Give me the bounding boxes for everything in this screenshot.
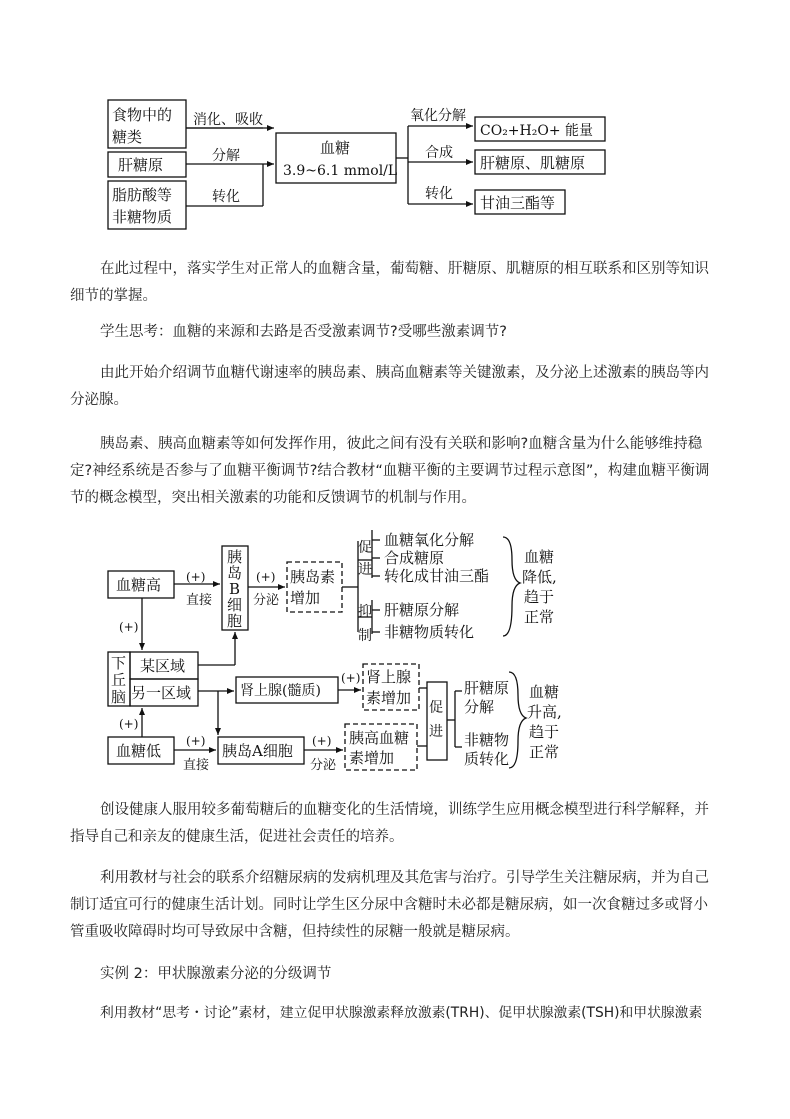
- label-plus-1: (+): [186, 570, 206, 584]
- beta-cell-5: 胞: [227, 612, 243, 630]
- up-item-1b: 分解: [464, 698, 495, 716]
- beta-cell-3: B: [229, 580, 241, 598]
- arrow-label-digest: 消化、吸收: [193, 112, 263, 128]
- result-down-2: 降低,: [522, 568, 557, 586]
- inhibit-1: 抑: [358, 604, 372, 620]
- box-promote-2: [427, 682, 447, 760]
- label-region-a: 某区域: [140, 657, 186, 675]
- arrow-label-decompose: 分解: [212, 148, 240, 164]
- paragraph-3: 由此开始介绍调节血糖代谢速率的胰岛素、胰高血糖素等关键激素，及分泌上述激素的胰岛等内分泌腺。: [70, 365, 709, 408]
- label-plus-2: (+): [256, 570, 276, 584]
- inhibit-item-1: 肝糖原分解: [384, 601, 460, 619]
- glucagon-inc-2: 素增加: [349, 749, 395, 767]
- example-heading: 实例 2：甲状腺激素分泌的分级调节: [100, 966, 332, 982]
- insulin-inc-1: 胰岛素: [290, 568, 336, 586]
- label-plus-4: (+): [341, 671, 361, 685]
- inhibit-2: 制: [358, 628, 372, 644]
- label-plus-3: (+): [119, 620, 139, 634]
- paragraph-6: 利用教材与社会的联系介绍糖尿病的发病机理及其危害与治疗。引导学生关注糖尿病，并为自己制订适宜可行的健康生活计划。同时让学生区分尿中含糖时未必都是糖尿病，如一次食糖过多或肾小管重吸收障碍时均可导致尿中含糖，但持续性的尿糖一般就是糖尿病。: [70, 870, 709, 940]
- insulin-inc-2: 增加: [290, 589, 321, 607]
- result-down-1: 血糖: [524, 548, 555, 566]
- label-adrenal: 肾上腺(髓质): [240, 683, 321, 699]
- beta-cell-1: 胰: [227, 548, 243, 566]
- source-food-line1: 食物中的: [112, 106, 173, 124]
- promote-1: 促: [358, 540, 372, 556]
- sink-triglyceride-label: 甘油三酯等: [480, 194, 556, 212]
- source-fat-line1: 脂肪酸等: [112, 186, 173, 204]
- beta-cell-2: 岛: [227, 564, 243, 582]
- center-range: 3.9~6.1 mmol/L: [283, 163, 398, 179]
- adrenal-inc-2: 素增加: [366, 689, 412, 707]
- promote2-2: 进: [429, 724, 443, 740]
- paragraph-2: 学生思考：血糖的来源和去路是否受激素调节?受哪些激素调节?: [100, 324, 507, 340]
- up-item-2a: 非糖物: [464, 731, 510, 749]
- paragraph-5: 创设健康人服用较多葡萄糖后的血糖变化的生活情境，训练学生应用概念模型进行科学解释，并指导自己和亲友的健康生活，促进社会责任的培养。: [70, 802, 709, 845]
- up-item-2b: 质转化: [464, 750, 510, 768]
- sink-arrow-convert: 转化: [425, 186, 453, 202]
- source-fat-line2: 非糖物质: [112, 208, 173, 226]
- label-alpha-cell: 胰岛A细胞: [222, 742, 293, 760]
- hypothalamus-1: 下: [111, 654, 127, 672]
- label-secrete-1: 分泌: [253, 593, 280, 608]
- label-region-b: 另一区域: [131, 684, 192, 702]
- result-up-1: 血糖: [529, 683, 560, 701]
- up-item-1a: 肝糖原: [464, 679, 510, 697]
- sink-arrow-oxidize: 氧化分解: [410, 108, 466, 124]
- promote2-1: 促: [429, 700, 443, 716]
- result-down-3: 趋于: [524, 588, 555, 606]
- result-up-2: 升高,: [527, 703, 562, 721]
- result-up-4: 正常: [529, 743, 560, 761]
- beta-cell-4: 细: [227, 596, 243, 614]
- label-direct-2: 直接: [183, 758, 210, 773]
- paragraph-1: 在此过程中，落实学生对正常人的血糖含量，葡萄糖、肝糖原、肌糖原的相互联系和区别等知识细节的掌握。: [70, 261, 709, 304]
- label-plus-5: (+): [119, 717, 139, 731]
- source-liver-label: 肝糖原: [118, 156, 164, 174]
- label-plus-7: (+): [312, 734, 332, 748]
- adrenal-inc-1: 肾上腺: [366, 668, 412, 686]
- promote-item-3: 转化成甘油三酯: [384, 567, 490, 585]
- hypothalamus-3: 脑: [111, 688, 127, 706]
- sink-glycogen-label: 肝糖原、肌糖原: [480, 154, 586, 172]
- result-down-4: 正常: [524, 608, 555, 626]
- label-plus-6: (+): [186, 734, 206, 748]
- paragraph-7: 利用教材“思考・讨论”素材，建立促甲状腺激素释放激素(TRH)、促甲状腺激素(TSH)和甲状腺激素: [100, 1005, 703, 1021]
- label-glucose-low: 血糖低: [116, 742, 162, 760]
- result-up-3: 趋于: [529, 723, 560, 741]
- glucagon-inc-1: 胰高血糖: [349, 729, 410, 747]
- center-title: 血糖: [320, 139, 351, 157]
- promote-item-1: 血糖氧化分解: [384, 531, 475, 549]
- promote-item-2: 合成糖原: [384, 549, 445, 567]
- label-secrete-2: 分泌: [310, 758, 337, 773]
- label-direct-1: 直接: [186, 593, 213, 608]
- promote-2: 进: [358, 562, 372, 578]
- arrow-label-convert: 转化: [212, 189, 240, 205]
- paragraph-4: 胰岛素、胰高血糖素等如何发挥作用，彼此之间有没有关联和影响?血糖含量为什么能够维持稳定?神经系统是否参与了血糖平衡调节?结合教材“血糖平衡的主要调节过程示意图”，构建血糖平衡调节的概念模型，突出相关激素的功能和反馈调节的机制与作用。: [70, 436, 710, 506]
- label-glucose-high: 血糖高: [116, 576, 162, 594]
- inhibit-item-2: 非糖物质转化: [384, 623, 475, 641]
- sink-arrow-synth: 合成: [425, 145, 453, 161]
- source-food-line2: 糖类: [112, 128, 143, 146]
- sink-energy-label: CO₂+H₂O+ 能量: [480, 123, 594, 139]
- hypothalamus-2: 丘: [111, 671, 127, 689]
